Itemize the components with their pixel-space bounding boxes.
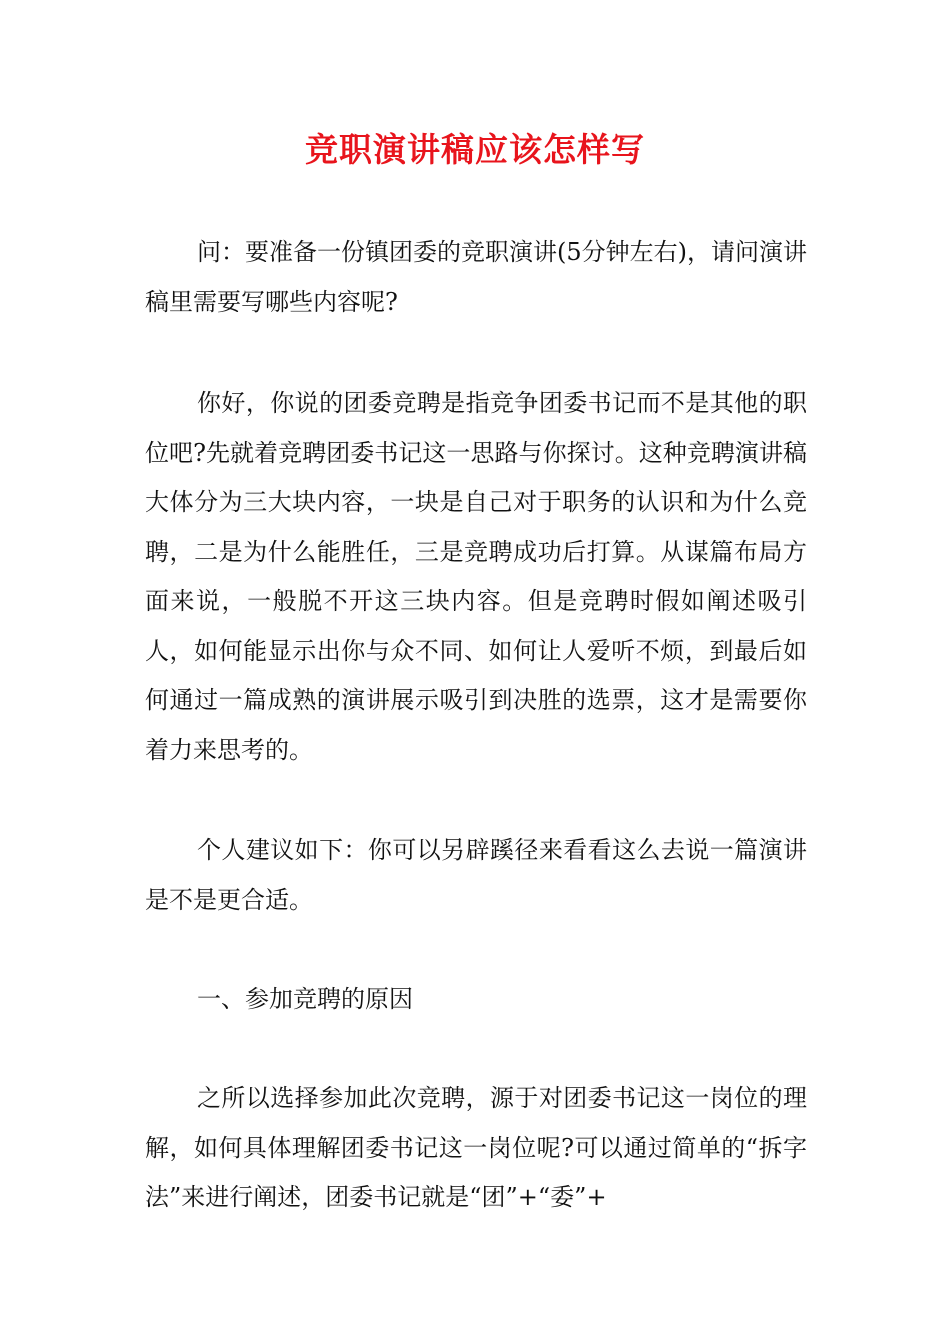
paragraph-question: 问：要准备一份镇团委的竞职演讲(5分钟左右)，请问演讲稿里需要写哪些内容呢? bbox=[145, 238, 807, 316]
document-title: 竞职演讲稿应该怎样写 bbox=[305, 130, 645, 169]
paragraph-reason: 之所以选择参加此次竞聘，源于对团委书记这一岗位的理解，如何具体理解团委书记这一岗位呢?可以通过简单的“拆字法”来进行阐述，团委书记就是“团”+“委”+ bbox=[145, 1084, 807, 1211]
section-heading-reason: 一、参加竞聘的原因 bbox=[197, 985, 413, 1013]
paragraph-answer: 你好，你说的团委竞聘是指竞争团委书记而不是其他的职位吧?先就着竞聘团委书记这一思路与你探讨。这种竞聘演讲稿大体分为三大块内容，一块是自己对于职务的认识和为什么竞聘，二是为什么能胜任，三是竞聘成功后打算。从谋篇布局方面来说，一般脱不开这三块内容。但是竞聘时假如阐述吸引人，如何能显示出你与众不同、如何让人爱听不烦，到最后如何通过一篇成熟的演讲展示吸引到决胜的选票，这才是需要你着力来思考的。 bbox=[145, 389, 807, 764]
paragraph-suggestion: 个人建议如下：你可以另辟蹊径来看看这么去说一篇演讲是不是更合适。 bbox=[145, 836, 807, 914]
